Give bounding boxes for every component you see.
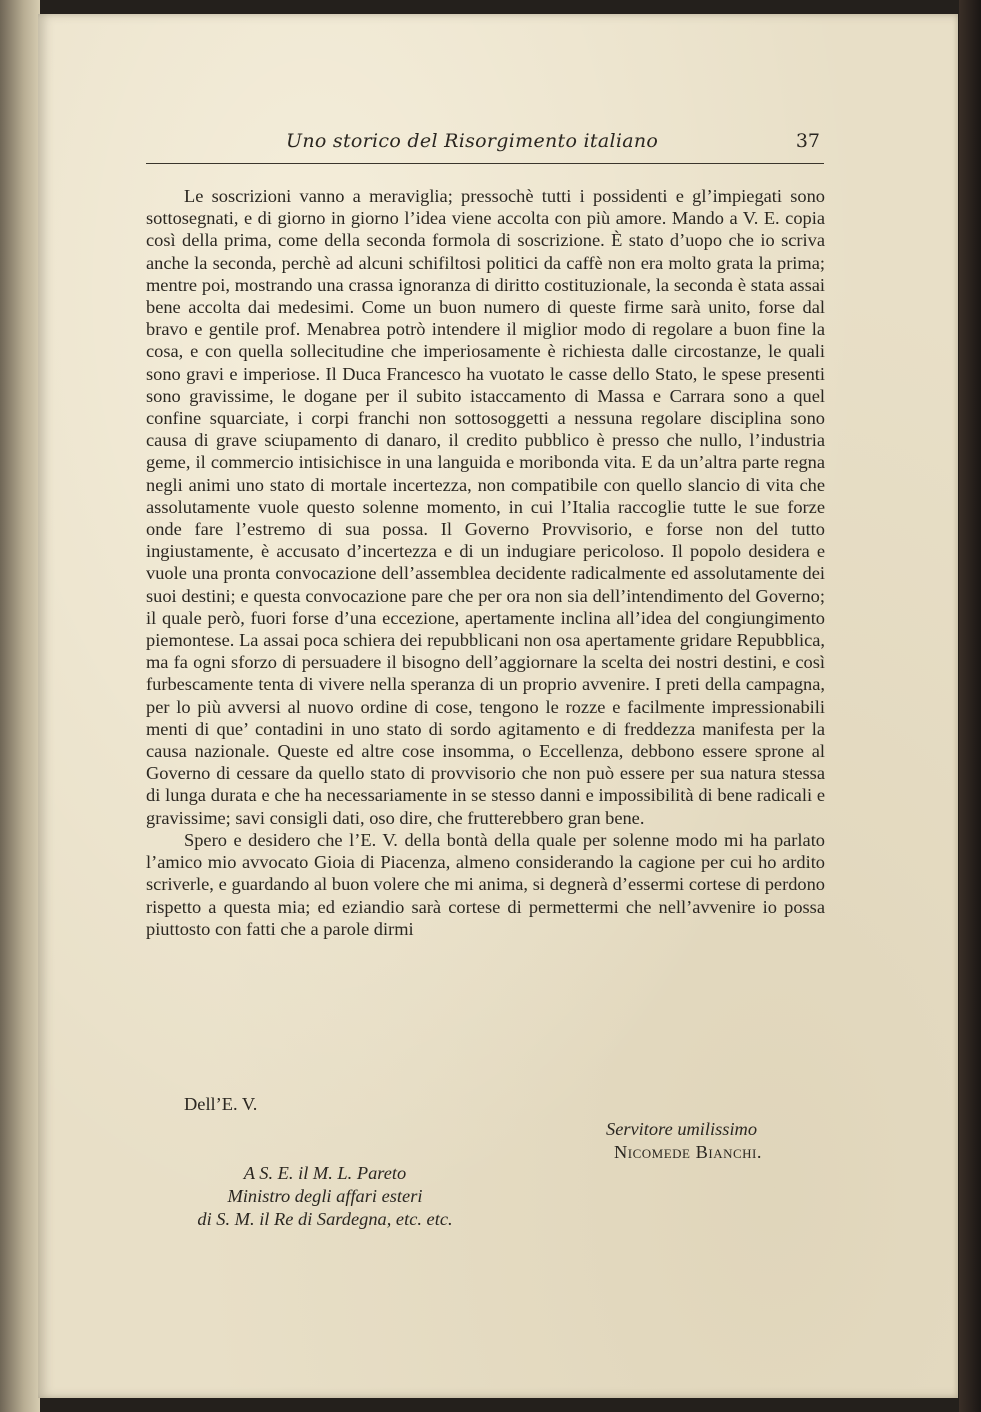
signature-name: Nicomede Bianchi. (614, 1142, 762, 1162)
paragraph-1: Le soscrizioni vanno a meraviglia; pressochè tutti i possidenti e gl’impiegati sono sottosegnati, e di giorno in giorno l’idea viene accolta con più amore. Mando a V. E. copia così della prima, come della seconda formola di soscrizione. È stato d’uopo che io scriva anche la seconda, perchè ad alcuni schifiltosi politici da caffè non era molto grata la prima; mentre poi, mostrando una crassa ignoranza di diritto costituzionale, la seconda è stata assai bene accolta dai medesimi. Come un buon numero di queste firme sarà unito, forse dal bravo e gentile prof. Menabrea potrò intendere il miglior modo di regolare a buon fine la cosa, e con quella sollecitudine che imperiosamente è richiesta dalle circostanze, le quali sono gravi e imperiose. Il Duca Francesco ha vuotato le casse dello Stato, le spese presenti sono gravissime, le dogane per il subito istaccamento di Massa e Carrara sono a quel confine squarciate, i corpi franchi non sottosoggetti a nessuna regolare disciplina sono causa di grave sciupamento di danaro, il credito pubblico è presso che nullo, l’industria geme, il commercio intisichisce in una languida e moribonda vita. E da un’altra parte regna negli animi uno stato di mortale incertezza, non compatibile con quello slancio di vita che assolutamente vuole questo solenne momento, in cui l’Italia raccoglie tutte le sue forze onde fare l’estremo di sua possa. Il Governo Provvisorio, e forse non del tutto ingiustamente, è accusato d’incertezza e di un indugiare pericoloso. Il popolo desidera e vuole una pronta convocazione dell’assemblea decidente radicalmente ed assolutamente dei suoi destini; e questa convocazione pare che per ora non sia dell’intendimento del Governo; il quale però, fuori forse d’una eccezione, apertamente inclina all’idea del congiungimento piemontese. La assai poca schiera dei repubblicani non osa apertamente gridare Repubblica, ma fa ogni sforzo di persuadere il bisogno dell’aggiornare la scelta dei nostri destini, e così furbescamente tenta di vivere nella speranza di un proprio avvenire. I preti della campagna, per lo più avversi al nuovo ordine di cose, tengono le rozze e facilmente impressionabili menti di que’ contadini in uno stato di sordo agitamento e di freddezza manifesta per la causa nazionale. Queste ed altre cose insomma, o Eccellenza, debbono essere sprone al Governo di cessare da quello stato di provvisorio che non può essere per sua natura stessa di lunga durata e che ha necessariamente in se stesso danni e impossibilità di bene radicali e gravissime; savi consigli dati, oso dire, che frutterebbero gran bene. (146, 186, 825, 828)
page-number: 37 (795, 130, 820, 152)
header-rule (146, 163, 824, 164)
running-title: Uno storico del Risorgimento italiano (286, 130, 659, 152)
signature-salutation: Servitore umilissimo (606, 1119, 758, 1139)
addressee-line-2: Ministro degli affari esteri (227, 1186, 423, 1206)
closing-formula: Dell’E. V. (184, 1094, 258, 1114)
letter-body (146, 185, 825, 940)
addressee-block (160, 1162, 490, 1231)
addressee-line-1: A S. E. il M. L. Pareto (243, 1163, 407, 1183)
book-binding-edge (0, 0, 40, 1412)
paragraph-2: Spero e desidero che l’E. V. della bontà della quale per solenne modo mi ha parlato l’amico mio avvocato Gioia di Piacenza, almeno considerando la cagione per cui ho ardito scriverle, e guardando al buon volere che mi anima, si degnerà d’essermi cortese di perdono rispetto a questa mia; ed eziandio sarà cortese di permettermi che nell’avvenire io possa piuttosto con fatti che a parole dirmi (146, 829, 825, 939)
running-header (146, 130, 824, 160)
addressee-line-3: di S. M. il Re di Sardegna, etc. etc. (197, 1209, 453, 1229)
book-cover-edge (959, 0, 981, 1412)
signature-block (606, 1118, 762, 1164)
